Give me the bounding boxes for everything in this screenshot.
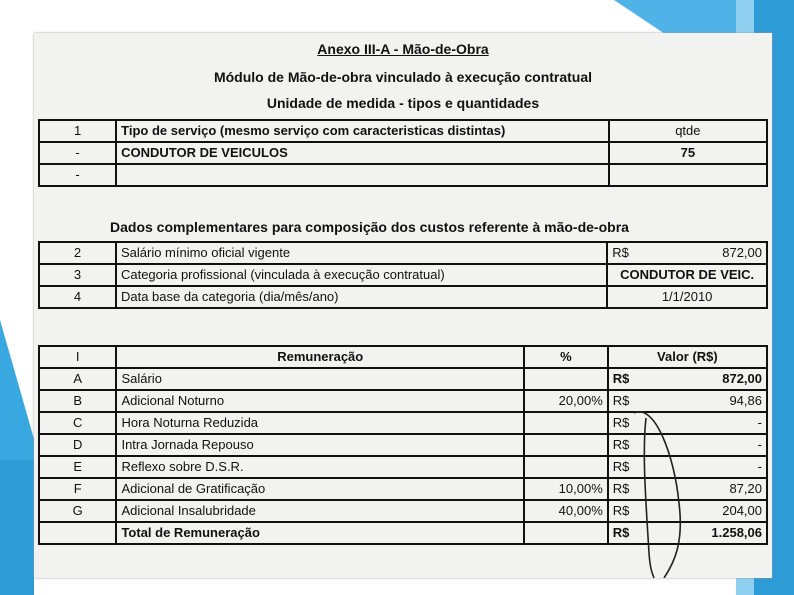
complement-title: Dados complementares para composição dos custos referente à mão-de-obra [110, 219, 629, 235]
row-value: - [757, 459, 762, 474]
row-description: Categoria profissional (vinculada à execução contratual) [116, 264, 607, 286]
row-index: A [39, 368, 116, 390]
table-row [39, 164, 767, 186]
row-description: Adicional Noturno [116, 390, 524, 412]
table-row [39, 286, 767, 308]
row-value: 94,86 [729, 393, 762, 408]
row-index: G [39, 500, 116, 522]
row-value: - [757, 415, 762, 430]
table-row [39, 242, 767, 264]
currency-symbol: R$ [612, 393, 630, 408]
slide-decoration-left-strip [0, 460, 34, 595]
row-index: - [39, 142, 116, 164]
row-index: D [39, 434, 116, 456]
module-title: Módulo de Mão-de-obra vinculado à execução contratual [213, 69, 593, 85]
table-header-row [39, 346, 767, 368]
row-value-cell [608, 368, 767, 390]
row-value-cell [608, 500, 767, 522]
row-index: - [39, 164, 116, 186]
header-percent: % [524, 346, 608, 368]
complement-table [38, 241, 768, 309]
unit-title: Unidade de medida - tipos e quantidades [266, 95, 540, 111]
row-description: Salário mínimo oficial vigente [116, 242, 607, 264]
row-value-cell [608, 412, 767, 434]
table-row [39, 434, 767, 456]
row-description: Data base da categoria (dia/mês/ano) [116, 286, 607, 308]
row-description: Tipo de serviço (mesmo serviço com caracteristicas distintas) [116, 120, 609, 142]
row-value: CONDUTOR DE VEIC. [607, 264, 767, 286]
row-index: F [39, 478, 116, 500]
row-percent: 40,00% [524, 500, 608, 522]
row-index: E [39, 456, 116, 478]
total-label: Total de Remuneração [116, 522, 524, 544]
service-table [38, 119, 768, 187]
table-row [39, 390, 767, 412]
currency-symbol: R$ [612, 525, 630, 540]
row-index: 4 [39, 286, 116, 308]
row-value: 1/1/2010 [607, 286, 767, 308]
row-description: Intra Jornada Repouso [116, 434, 524, 456]
table-row [39, 456, 767, 478]
row-percent [524, 434, 608, 456]
table-row [39, 142, 767, 164]
header-description: Remuneração [116, 346, 524, 368]
remuneration-table [38, 345, 768, 545]
currency-symbol: R$ [612, 437, 630, 452]
currency-symbol: R$ [612, 481, 630, 496]
row-value: 872,00 [722, 245, 762, 260]
row-value-cell [608, 390, 767, 412]
row-index: 2 [39, 242, 116, 264]
total-row [39, 522, 767, 544]
row-percent [524, 522, 608, 544]
row-percent [524, 456, 608, 478]
currency-symbol: R$ [612, 503, 630, 518]
row-value-cell [608, 434, 767, 456]
header-value: Valor (R$) [608, 346, 767, 368]
row-description: Adicional de Gratificação [116, 478, 524, 500]
row-value-cell [608, 456, 767, 478]
row-description [116, 164, 609, 186]
row-value: 872,00 [722, 371, 762, 386]
row-percent [524, 412, 608, 434]
table-row [39, 264, 767, 286]
currency-symbol: R$ [612, 371, 630, 386]
row-description: Reflexo sobre D.S.R. [116, 456, 524, 478]
row-value: - [757, 437, 762, 452]
row-index: C [39, 412, 116, 434]
total-value-cell [608, 522, 767, 544]
row-value: qtde [609, 120, 767, 142]
row-percent [524, 368, 608, 390]
row-value-cell [607, 242, 767, 264]
row-percent: 20,00% [524, 390, 608, 412]
row-index: 3 [39, 264, 116, 286]
row-index: 1 [39, 120, 116, 142]
currency-symbol: R$ [612, 459, 630, 474]
row-index: B [39, 390, 116, 412]
table-row [39, 120, 767, 142]
annex-title: Anexo III-A - Mão-de-Obra [317, 41, 489, 57]
row-index [39, 522, 116, 544]
currency-symbol: R$ [612, 415, 630, 430]
header-index: I [39, 346, 116, 368]
row-description: Salário [116, 368, 524, 390]
row-value [609, 164, 767, 186]
table-row [39, 368, 767, 390]
row-description: CONDUTOR DE VEICULOS [116, 142, 609, 164]
row-value-cell [608, 478, 767, 500]
row-value: 87,20 [729, 481, 762, 496]
row-value: 75 [609, 142, 767, 164]
row-value: 204,00 [722, 503, 762, 518]
currency-symbol: R$ [612, 245, 629, 260]
total-value: 1.258,06 [711, 525, 762, 540]
row-description: Adicional Insalubridade [116, 500, 524, 522]
row-description: Hora Noturna Reduzida [116, 412, 524, 434]
row-percent: 10,00% [524, 478, 608, 500]
table-row [39, 500, 767, 522]
table-row [39, 412, 767, 434]
scanned-document [34, 33, 772, 578]
table-row [39, 478, 767, 500]
